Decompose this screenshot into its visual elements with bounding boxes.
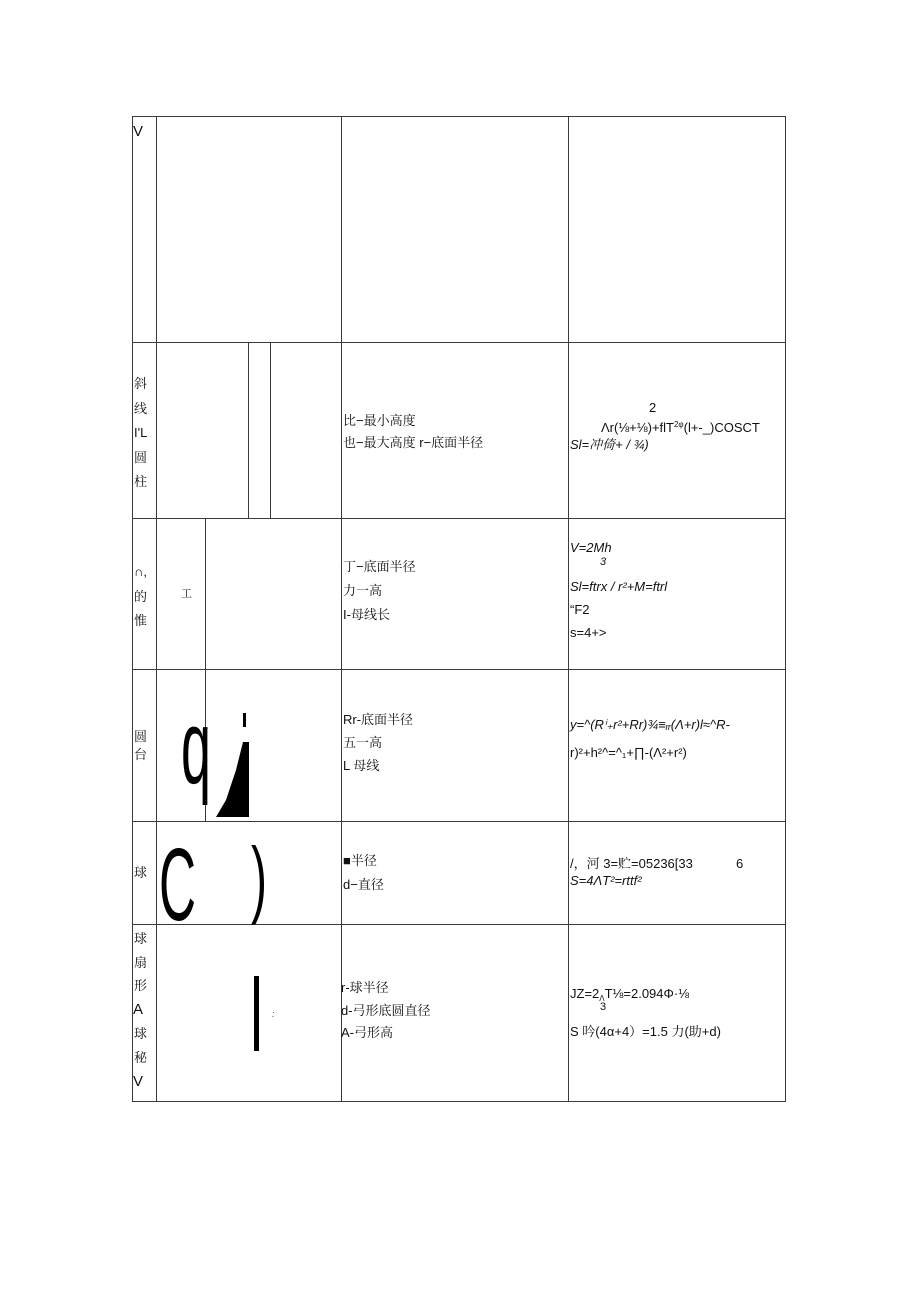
row6-symbol-line: A-弓形高	[341, 1025, 394, 1040]
row3-formula-line: Sl=ftrx / r²+M=ftrl	[570, 579, 668, 594]
formula-part: (l+-_)COSCT	[683, 420, 760, 435]
frustum-figure-glyph: q	[181, 689, 211, 806]
formula-table	[132, 116, 786, 1102]
row3-name-char: 惟	[134, 613, 148, 628]
row4-name-char: 台	[134, 747, 148, 762]
row6-name-char: 球	[134, 931, 148, 946]
row-divider	[132, 821, 786, 822]
figure-inner-line	[248, 342, 249, 518]
row-divider	[132, 669, 786, 670]
row6-symbol-line: r-球半径	[341, 980, 389, 995]
row6-name-char: 形	[134, 978, 148, 993]
row5-symbol-line: ■半径	[343, 853, 377, 868]
row5-formula-line: S=4ΛT²=rttf²	[570, 873, 642, 888]
row2-name-char: I'L	[134, 425, 148, 440]
row6-formula-line	[570, 986, 689, 1002]
row-divider	[132, 924, 786, 925]
row2-name-char: 柱	[134, 474, 148, 489]
row1-name: V	[133, 123, 144, 140]
row6-name-char: 扇	[134, 955, 148, 970]
sphere-figure-right-arc: )	[251, 831, 267, 926]
row6-name-char: V	[133, 1073, 144, 1090]
row2-name-char: 斜	[134, 376, 148, 391]
row-divider	[132, 518, 786, 519]
formula-subscript: Λ	[599, 994, 605, 1003]
row-divider	[132, 342, 786, 343]
figure-inner-line	[270, 342, 271, 518]
row4-formula-line: y=^(Rⁱ₊r²+Rr)¾≡ᵣᵣ(Λ+r)l≈^R-	[570, 717, 730, 732]
row4-formula-line: r)²+h²^=^₁+∏-(Λ²+r²)	[570, 745, 687, 760]
formula-part: Λr(⅛+⅛)+flT	[601, 420, 674, 435]
row5-symbol-line: d−直径	[343, 877, 384, 892]
row3-formula-line: s=4+>	[570, 625, 607, 640]
sphere-figure-left-arc: C	[159, 827, 196, 942]
row2-formula-line: Sl=冲倚+ / ¾)	[570, 437, 649, 452]
row3-formula-denominator: 3	[600, 556, 607, 568]
row2-name-char: 圆	[134, 450, 148, 465]
row5-formula-trailing: 6	[736, 856, 744, 871]
row3-symbol-line: I-母线长	[343, 607, 390, 622]
row6-formula-line: S 吟(4α+4）=1.5 力(助+d)	[570, 1024, 721, 1039]
row3-symbol-line: 力一高	[343, 583, 383, 598]
sector-figure-mark: :	[272, 1009, 275, 1019]
formula-part: JZ=2	[570, 986, 600, 1001]
row5-formula-line: /，河 3=贮=05236[33	[570, 856, 693, 871]
row2-formula-exponent: 2	[649, 400, 657, 415]
row6-name-char: 球	[134, 1026, 148, 1041]
row3-symbol-line: 丁−底面半径	[343, 559, 416, 574]
column-divider	[568, 116, 569, 1102]
row4-symbol-line: Rr-底面半径	[343, 712, 414, 727]
row3-formula-line: “F2	[570, 602, 590, 617]
row2-formula-line	[601, 420, 760, 436]
row4-symbol-line: L 母线	[343, 758, 380, 773]
row3-formula-line: V=2Mh	[570, 540, 612, 555]
formula-superscript: 2φ	[673, 420, 684, 429]
row3-name-char: ∩,	[134, 564, 147, 579]
column-divider	[156, 116, 157, 1102]
row6-name-char: A	[133, 1001, 144, 1018]
formula-part: T⅛=2.094Φ·⅛	[604, 986, 690, 1001]
row3-name-char: 的	[134, 589, 148, 604]
figure-inner-line	[205, 518, 206, 821]
row5-name-char: 球	[134, 865, 148, 880]
row4-symbol-line: 五一高	[343, 735, 383, 750]
row6-symbol-line: d-弓形底圆直径	[341, 1003, 431, 1018]
row2-symbol-line: 比−最小高度	[343, 413, 416, 428]
row2-symbol-line: 也−最大高度 r−底面半径	[343, 435, 484, 450]
column-divider	[341, 116, 342, 1102]
cone-figure-label: 工	[181, 588, 192, 600]
row6-formula-denominator: 3	[600, 1001, 607, 1013]
row6-name-char: 秘	[134, 1050, 148, 1065]
row2-name-char: 线	[134, 401, 148, 416]
row4-name-char: 圆	[134, 729, 148, 744]
